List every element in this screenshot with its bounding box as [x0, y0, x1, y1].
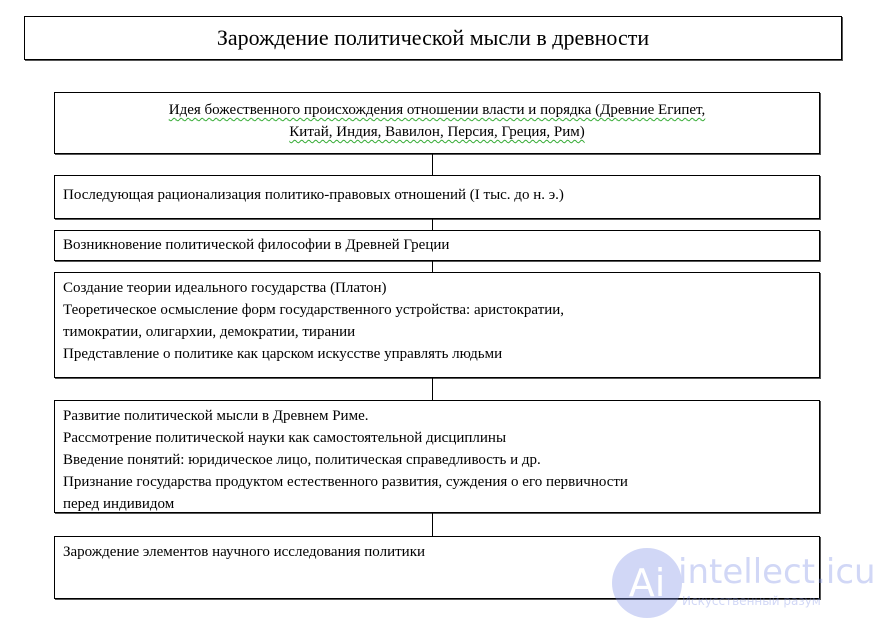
watermark-tagline: Искусственный разум	[682, 594, 821, 608]
step-line: Возникновение политической философии в Древней Греции	[63, 237, 450, 253]
step-ancient-rome	[54, 400, 820, 513]
step-line: Зарождение элементов научного исследования политики	[63, 544, 426, 560]
watermark-brand: intellect.icu	[678, 552, 876, 592]
connector-line	[432, 154, 433, 175]
step-line: Китай, Индия, Вавилон, Персия, Греция, Рим)	[289, 124, 585, 140]
step-line: Признание государства продуктом естественного развития, суждения о его первичности	[63, 474, 628, 490]
step-line: Представление о политике как царском искусстве управлять людьми	[63, 346, 503, 362]
step-line: Последующая рационализация политико-правовых отношений (I тыс. до н. э.)	[63, 187, 564, 203]
step-line: Идея божественного происхождения отношении власти и порядка (Древние Египет,	[168, 102, 706, 118]
step-divine-origin	[54, 92, 820, 154]
connector-line	[432, 513, 433, 536]
step-line: Введение понятий: юридическое лицо, политическая справедливость и др.	[63, 452, 541, 468]
connector-line	[432, 261, 433, 272]
step-rationalization	[54, 175, 820, 219]
step-line: Теоретическое осмысление форм государственного устройства: аристократии,	[63, 302, 565, 318]
step-line: тимократии, олигархии, демократии, тирании	[63, 324, 356, 340]
step-greek-philosophy	[54, 230, 820, 261]
step-plato	[54, 272, 820, 378]
step-line: Создание теории идеального государства (Платон)	[63, 280, 387, 296]
connector-line	[432, 219, 433, 230]
watermark-logo-icon: Ai	[612, 548, 682, 618]
step-line: перед индивидом	[63, 496, 175, 512]
step-line: Рассмотрение политической науки как самостоятельной дисциплины	[63, 430, 507, 446]
diagram-title: Зарождение политической мысли в древности	[24, 16, 842, 60]
step-line: Развитие политической мысли в Древнем Риме.	[63, 408, 369, 424]
connector-line	[432, 378, 433, 400]
